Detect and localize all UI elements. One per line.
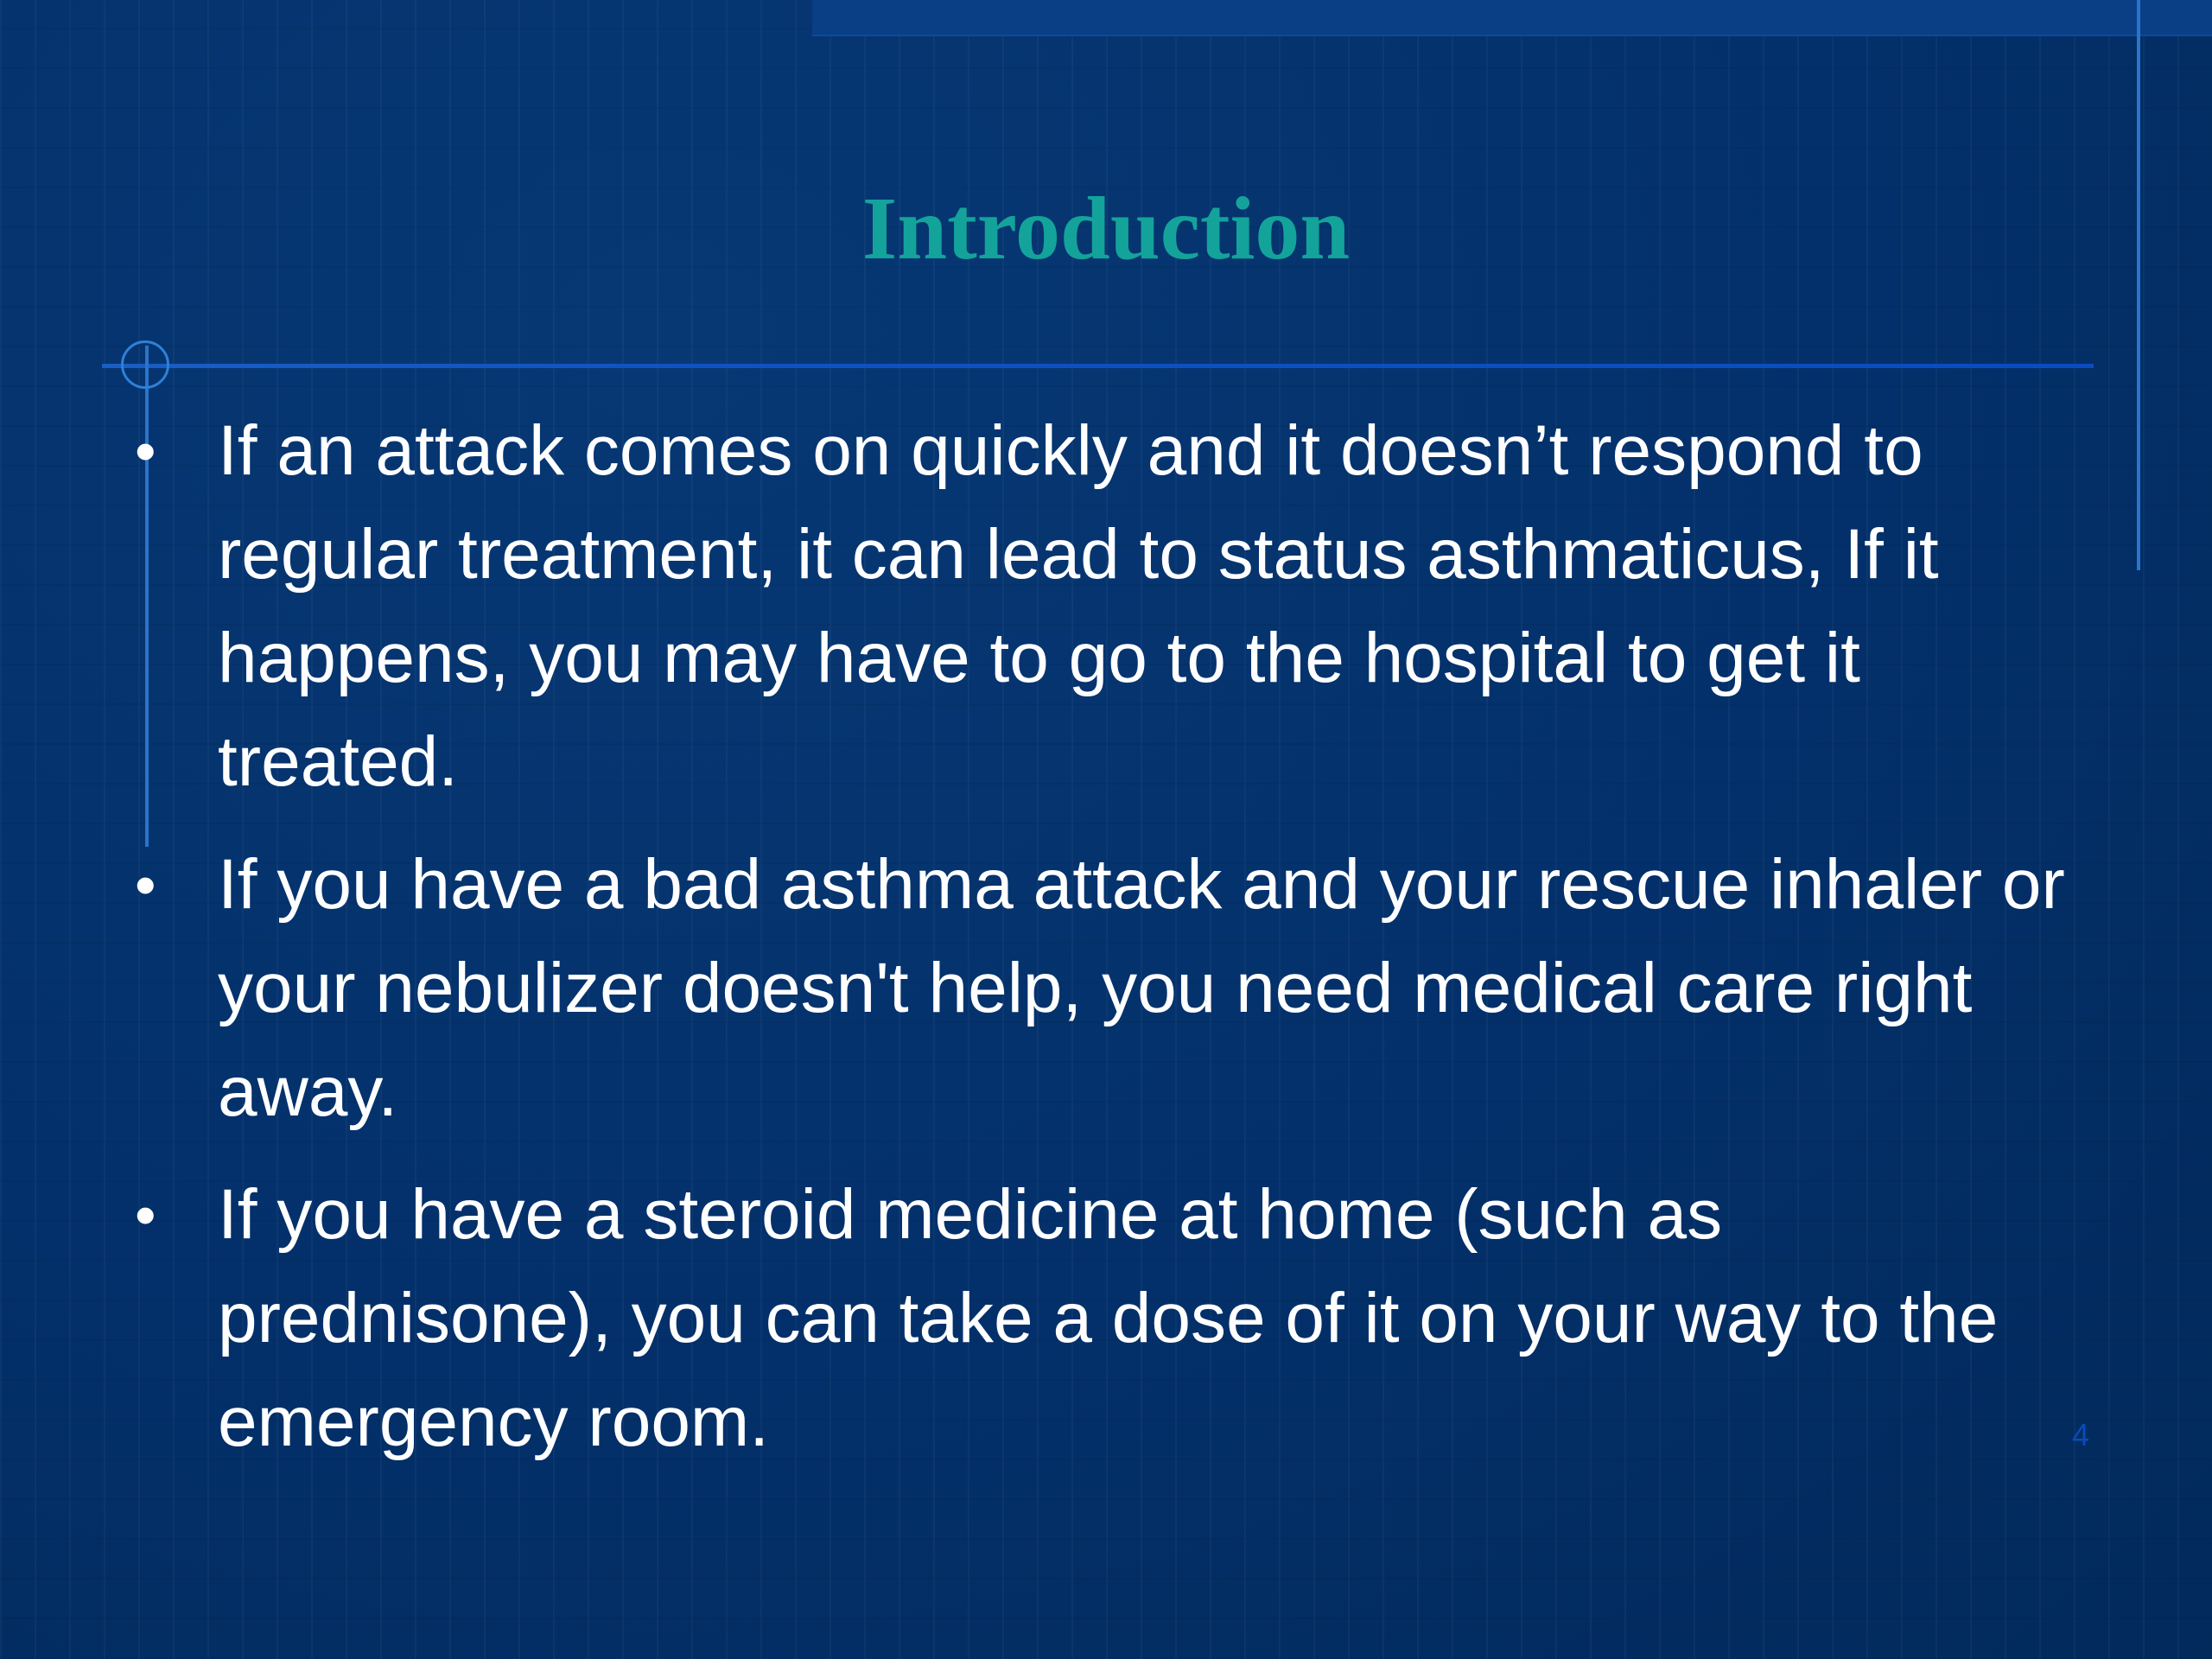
bullet-text: If you have a steroid medicine at home (such as prednisone), you can take a dose of it on your way to the emergency room. xyxy=(218,1175,1999,1461)
bullet-dot-icon: • xyxy=(135,417,156,485)
page-number: 4 xyxy=(2072,1417,2090,1452)
title-underline-rule xyxy=(102,364,2094,368)
right-vertical-rule xyxy=(2137,0,2140,570)
crosshair-icon xyxy=(121,340,169,389)
bullet-text: If an attack comes on quickly and it doesn’t respond to regular treatment, it can lead to status asthmaticus, If it happens, you may have to go to the hospital to get it treated. xyxy=(218,411,1939,801)
bullet-item xyxy=(130,833,2082,1144)
top-decorative-band xyxy=(812,0,2212,36)
bullet-item xyxy=(130,1163,2082,1474)
bullet-text: If you have a bad asthma attack and your rescue inhaler or your nebulizer doesn't help, you need medical care right away. xyxy=(218,845,2065,1131)
slide-title: Introduction xyxy=(861,179,1351,278)
bullet-item xyxy=(130,399,2082,814)
bullet-dot-icon: • xyxy=(135,851,156,918)
bullet-list xyxy=(130,399,2082,1493)
bullet-dot-icon: • xyxy=(135,1181,156,1249)
